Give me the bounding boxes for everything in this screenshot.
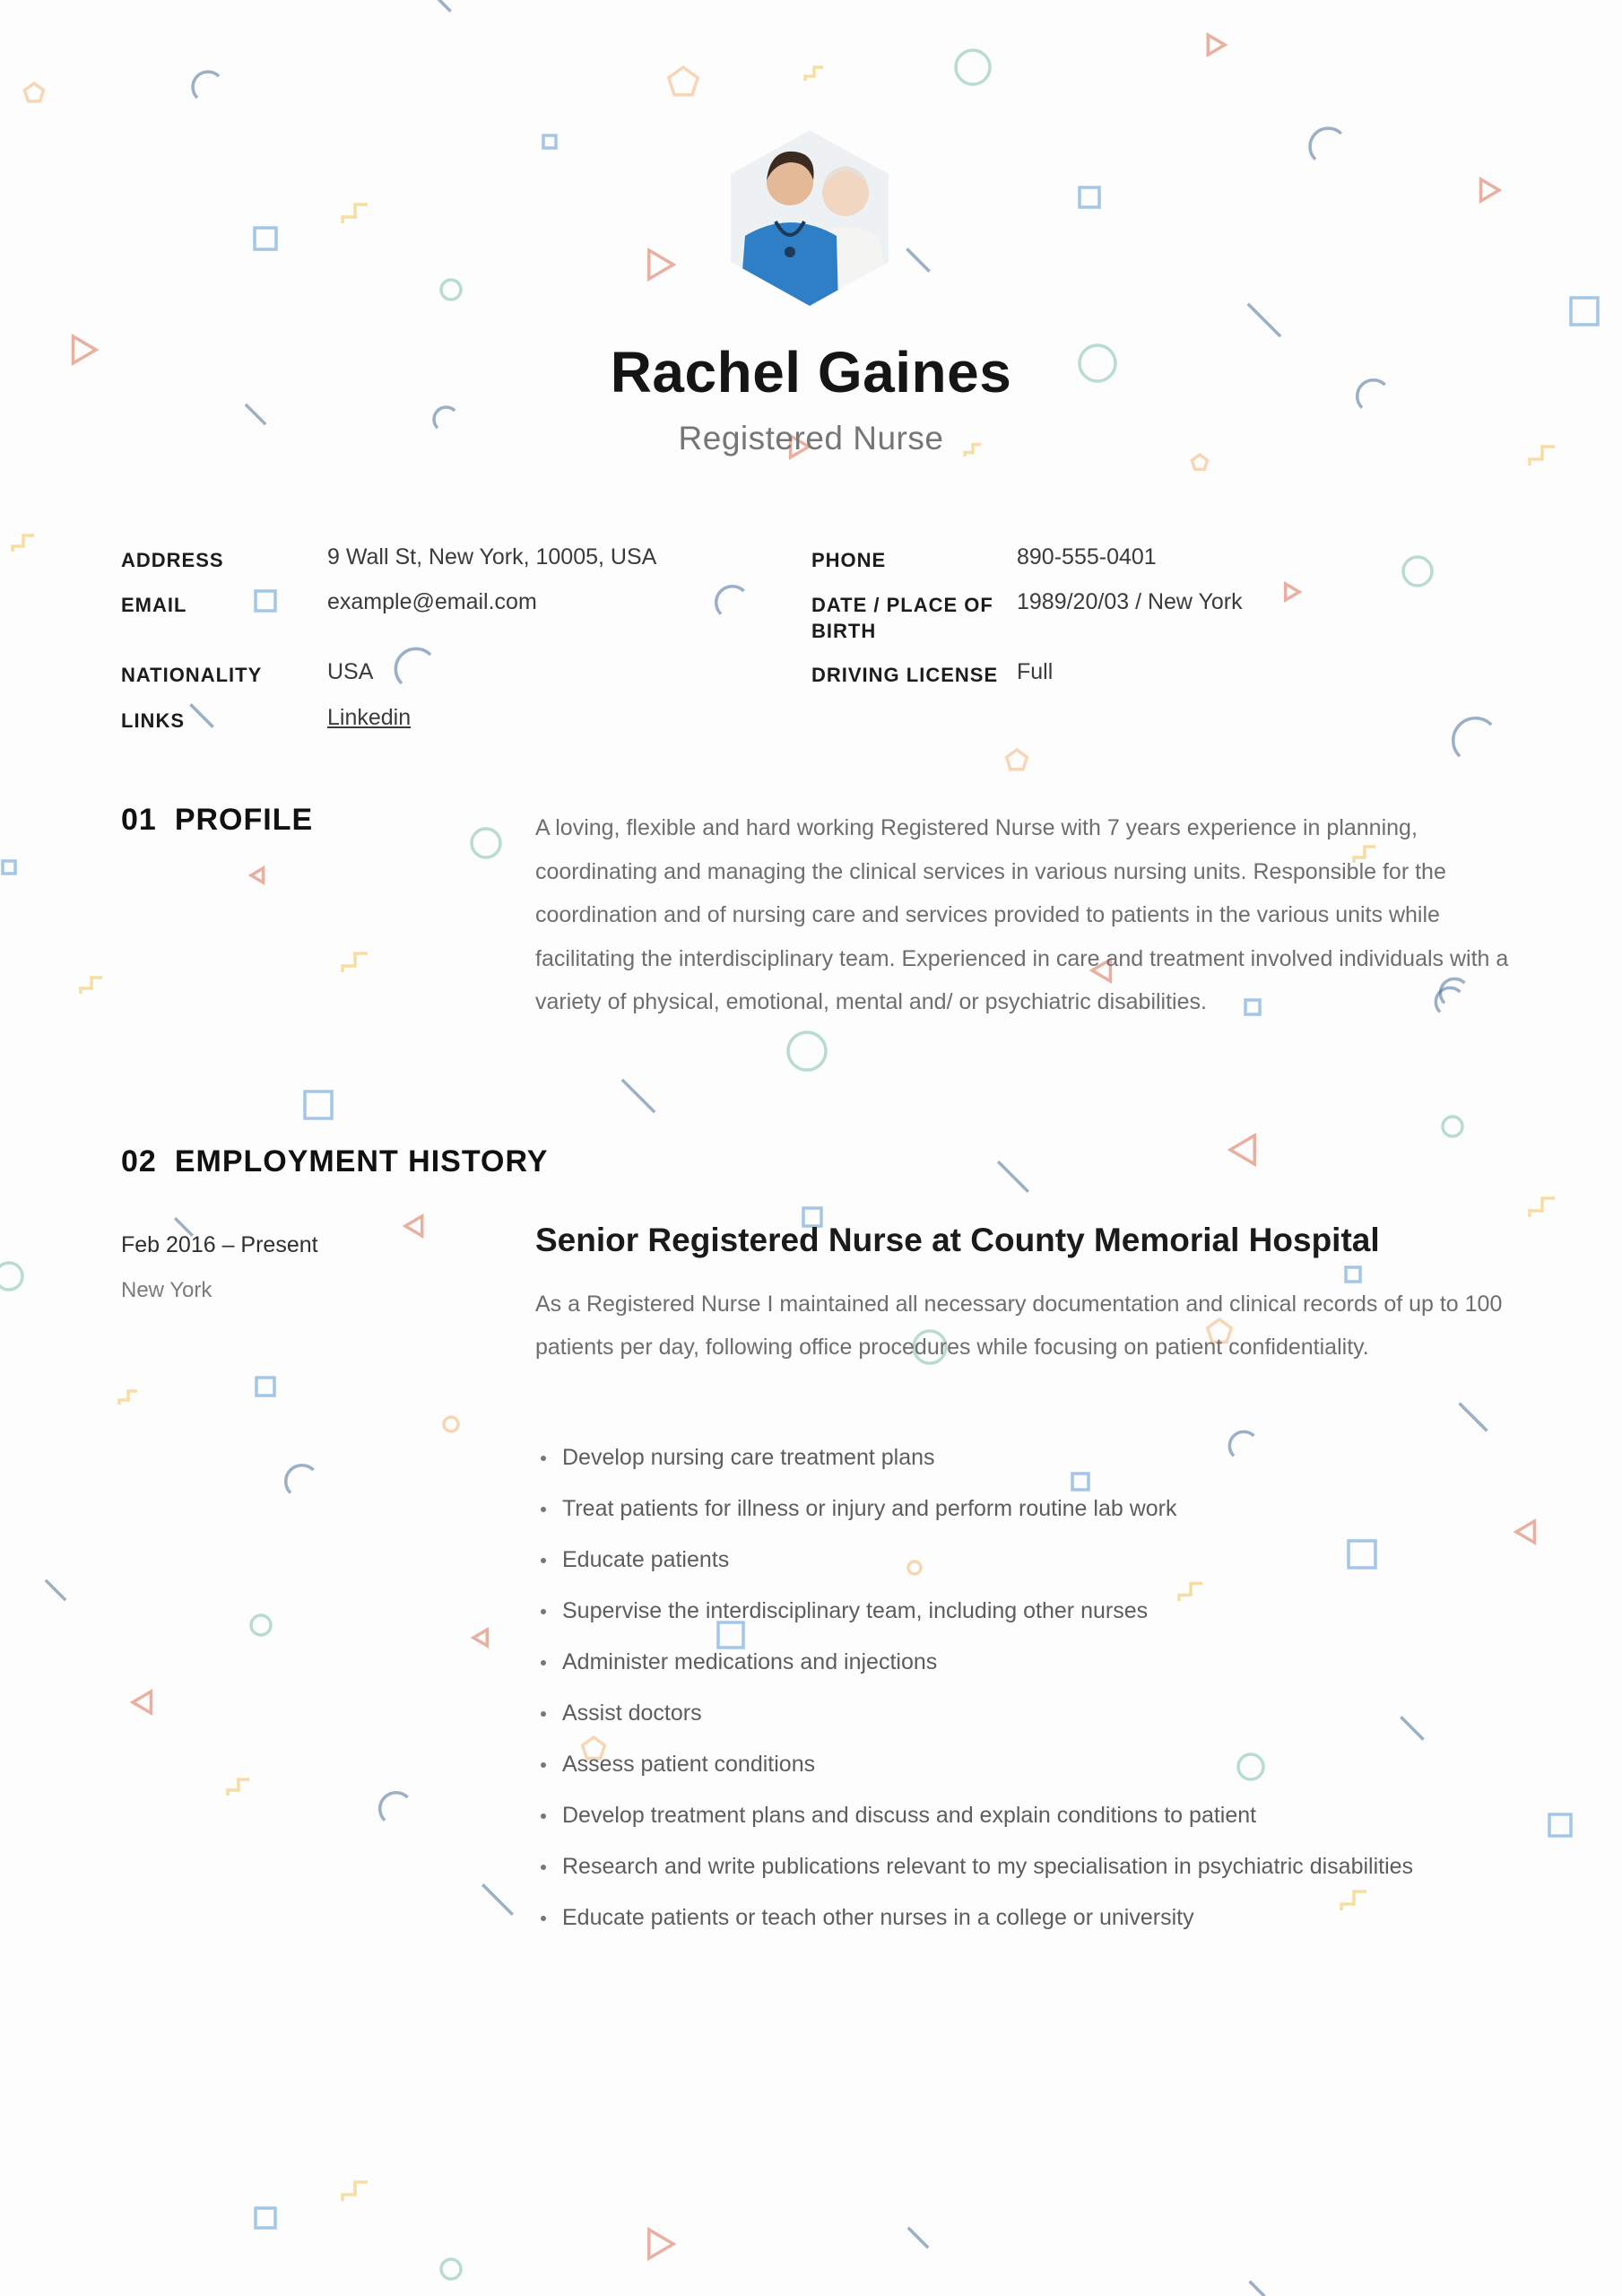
list-item: Administer medications and injections bbox=[535, 1640, 1504, 1683]
job-description: As a Registered Nurse I maintained all necessary documentation and clinical records of up to 100 patients per day, following office procedures while focusing on patient confidentiality. bbox=[535, 1292, 1503, 1360]
job-duties-list bbox=[535, 1436, 1504, 1947]
list-item: Develop treatment plans and discuss and explain conditions to patient bbox=[535, 1794, 1504, 1837]
list-item: Educate patients or teach other nurses in a college or university bbox=[535, 1896, 1504, 1939]
email-value[interactable]: example@email.com bbox=[327, 589, 537, 614]
employment-number: 02 bbox=[121, 1144, 157, 1178]
candidate-role: Registered Nurse bbox=[678, 420, 944, 457]
list-item: Educate patients bbox=[535, 1538, 1504, 1581]
links-label: LINKS bbox=[121, 709, 185, 732]
profile-photo bbox=[731, 130, 889, 306]
candidate-name: Rachel Gaines bbox=[610, 340, 1012, 404]
job-city: New York bbox=[121, 1278, 213, 1302]
phone-label: PHONE bbox=[811, 549, 887, 571]
dob-label-line2: BIRTH bbox=[811, 620, 877, 642]
nationality-label: NATIONALITY bbox=[121, 664, 263, 686]
email-label: EMAIL bbox=[121, 594, 187, 616]
employment-heading bbox=[121, 1144, 548, 1179]
license-value: Full bbox=[1017, 659, 1054, 684]
job-dates: Feb 2016 – Present bbox=[121, 1232, 318, 1257]
profile-heading bbox=[121, 803, 313, 838]
dob-value: 1989/20/03 / New York bbox=[1017, 589, 1243, 614]
employment-title: EMPLOYMENT HISTORY bbox=[174, 1144, 549, 1178]
dob-label-line1: DATE / PLACE OF bbox=[811, 594, 993, 616]
profile-number: 01 bbox=[121, 803, 157, 837]
license-label: DRIVING LICENSE bbox=[811, 664, 999, 686]
phone-value: 890-555-0401 bbox=[1017, 544, 1157, 570]
profile-title: PROFILE bbox=[174, 803, 314, 837]
list-item: Develop nursing care treatment plans bbox=[535, 1436, 1504, 1479]
list-item: Treat patients for illness or injury and perform routine lab work bbox=[535, 1487, 1504, 1530]
profile-summary: A loving, flexible and hard working Registered Nurse with 7 years experience in planning, coordinating and managing the clinical services in various nursing units. Responsible for the coordination and of nursing care and services provided to patients in the various units while facilitating the interdisciplinary team. Experienced in care and treatment involved individuals with a variety of physical, emotional, mental and/ or psychiatric disabilities. bbox=[535, 815, 1509, 1014]
list-item: Supervise the interdisciplinary team, including other nurses bbox=[535, 1589, 1504, 1632]
dob-label bbox=[811, 592, 993, 644]
job-title: Senior Registered Nurse at County Memorial Hospital bbox=[535, 1222, 1380, 1258]
address-label: ADDRESS bbox=[121, 549, 224, 571]
list-item: Assess patient conditions bbox=[535, 1743, 1504, 1786]
address-value: 9 Wall St, New York, 10005, USA bbox=[327, 544, 657, 570]
list-item: Assist doctors bbox=[535, 1692, 1504, 1735]
list-item: Research and write publications relevant to my specialisation in psychiatric disabilities bbox=[535, 1845, 1504, 1888]
linkedin-link[interactable]: Linkedin bbox=[327, 705, 412, 730]
nationality-value: USA bbox=[327, 659, 374, 684]
